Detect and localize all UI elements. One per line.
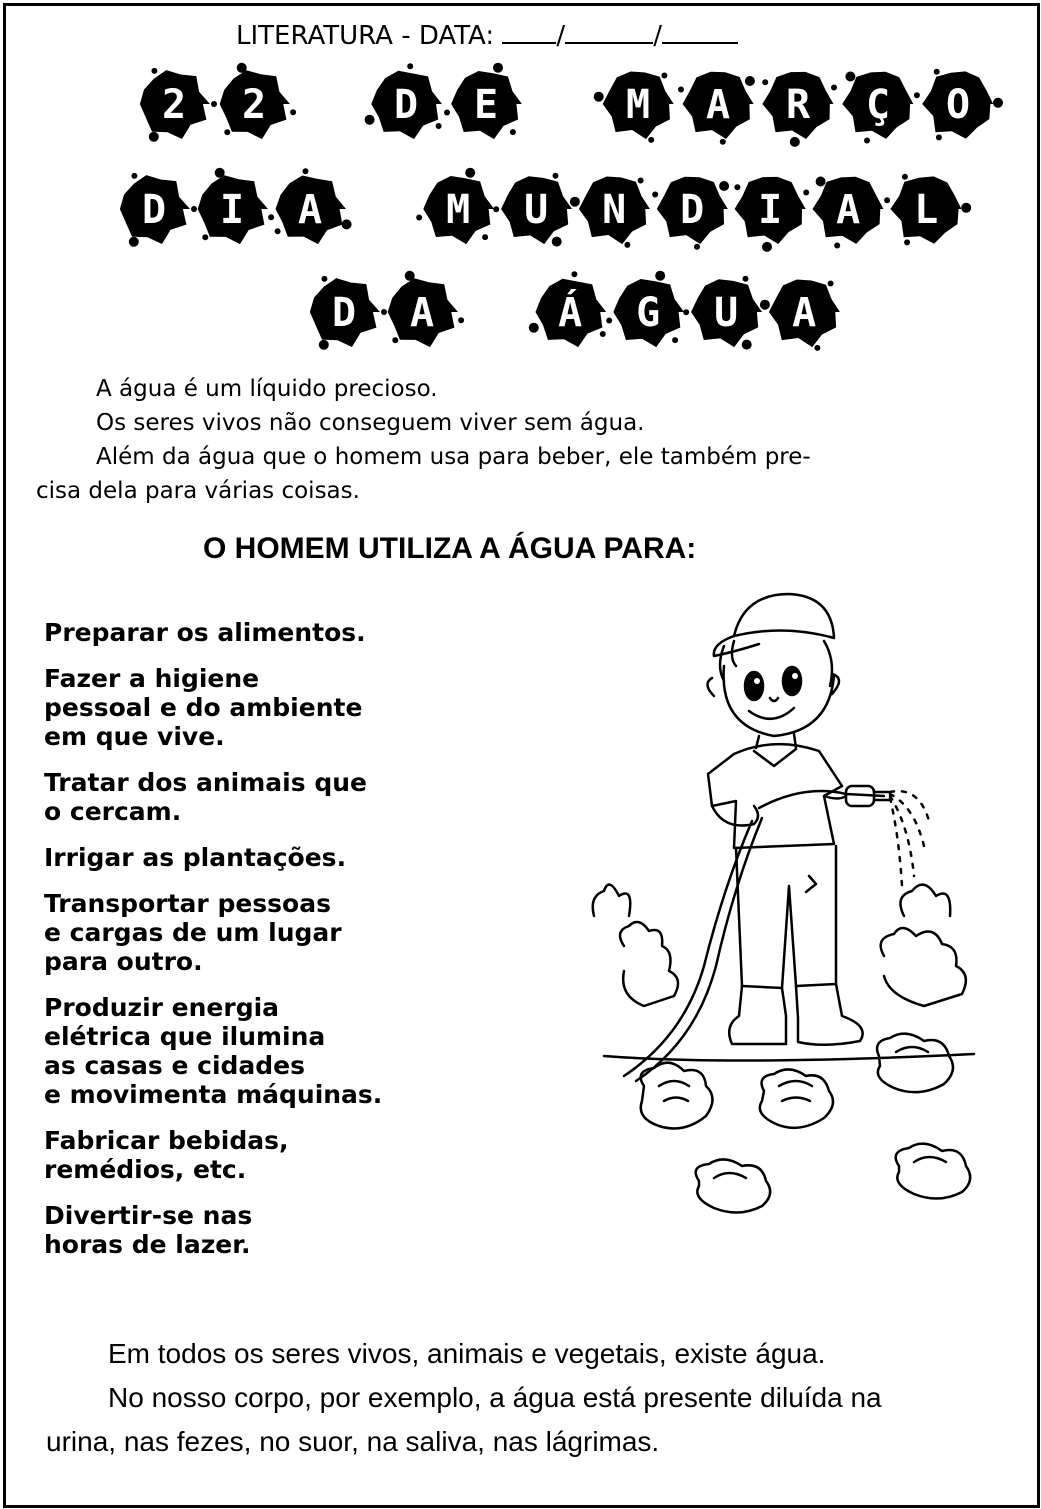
use-item-leisure: Divertir-se nas horas de lazer. (44, 1201, 253, 1259)
use-item-hygiene: Fazer a higiene pessoal e do ambiente em que vive. (44, 664, 363, 751)
title-letter: M (446, 187, 471, 233)
title-letter-splat (606, 271, 684, 347)
title-letter-splat (310, 276, 387, 350)
title-letter-splat (594, 72, 674, 143)
title-line-1 (6, 61, 1037, 147)
title-letter-splat (890, 174, 971, 246)
intro-paragraph (36, 372, 1026, 508)
title-letter: A (836, 187, 861, 233)
title-letter: A (792, 290, 817, 336)
title-letter-splat (813, 177, 891, 249)
title-letter-splat (762, 72, 837, 147)
cap-icon (734, 594, 834, 638)
title-letter-splat (493, 173, 572, 247)
use-item-irrigation: Irrigar as plantações. (44, 843, 347, 872)
title-letter: 2 (161, 82, 187, 128)
pants-outline (736, 846, 836, 988)
title-letter: A (297, 187, 323, 233)
title-letter-splat (416, 168, 494, 244)
title-letter: Ç (865, 82, 891, 128)
title-line-1-splats (6, 61, 1037, 147)
flower-icon-3 (877, 1034, 953, 1093)
intro-line-3: Além da água que o homem usa para beber, ele também pre- (96, 444, 811, 470)
title-letter: D (393, 82, 419, 128)
title-letter: E (473, 82, 499, 128)
flower-icon-4 (696, 1159, 771, 1212)
title-letter-splat (652, 177, 729, 250)
water-spray (890, 791, 929, 886)
title-letter: L (914, 187, 939, 233)
title-letter-splat (760, 280, 840, 351)
title-letter: 2 (241, 82, 267, 128)
use-item-manufacture: Fabricar bebidas, remédios, etc. (44, 1126, 289, 1184)
date-year-blank (662, 20, 738, 44)
title-letter: G (636, 290, 661, 336)
title-letter: A (409, 290, 435, 336)
outro-line-2: No nosso corpo, por exemplo, a água está presente diluída na (108, 1382, 882, 1413)
use-item-energy: Produzir energia elétrica que ilumina as casas e cidades e movimenta máquinas. (44, 993, 383, 1109)
title-letter: A (705, 82, 731, 128)
title-line-2-splats (6, 166, 1037, 252)
title-letter-splat (842, 72, 920, 144)
title-letter: D (331, 290, 357, 336)
title-letter-splat (365, 63, 442, 139)
header-label: LITERATURA - DATA: (236, 21, 495, 51)
use-item-food: Preparar os alimentos. (44, 618, 366, 647)
title-letter-splat (388, 271, 464, 347)
title-letter-splat (198, 168, 274, 244)
title-letter-splat (275, 168, 352, 244)
intro-line-4: cisa dela para várias coisas. (36, 478, 360, 504)
title-letter-splat (678, 72, 755, 145)
title-letter-splat (683, 276, 762, 350)
title-letter-splat (140, 68, 217, 142)
flower-icon-5 (896, 1144, 971, 1199)
title-letter: N (602, 187, 627, 233)
title-letter-splat (734, 177, 809, 252)
use-item-animals: Tratar dos animais que o cercam. (44, 768, 367, 826)
title-letter: Á (558, 290, 583, 336)
title-letter-splat (922, 69, 1003, 141)
section-subtitle: O HOMEM UTILIZA A ÁGUA PARA: (203, 532, 697, 565)
title-letter-splat (529, 271, 606, 347)
date-separator-2: / (653, 21, 662, 51)
title-line-3-splats (6, 269, 1037, 355)
closing-paragraph (46, 1332, 1026, 1464)
water-uses-list (44, 618, 564, 1276)
date-separator-1: / (556, 21, 566, 51)
title-letter: D (141, 187, 167, 233)
intro-line-2: Os seres vivos não conseguem viver sem água. (96, 410, 645, 436)
worksheet-page (3, 3, 1040, 1508)
title-line-3 (6, 269, 1037, 355)
title-letter-splat (570, 177, 650, 248)
intro-line-1: A água é um líquido precioso. (96, 376, 438, 402)
flower-icon-2 (760, 1069, 833, 1127)
use-item-transport: Transportar pessoas e cargas de um lugar para outro. (44, 889, 342, 976)
title-letter: D (680, 187, 705, 233)
title-letter: U (714, 290, 739, 336)
title-letter: U (524, 187, 549, 233)
outro-line-1: Em todos os seres vivos, animais e vegetais, existe água. (108, 1338, 826, 1369)
title-letter-splat (444, 63, 522, 139)
title-letter: I (758, 187, 783, 233)
title-letter: M (625, 82, 651, 128)
face-outline (724, 666, 834, 736)
title-line-2 (6, 166, 1037, 252)
flower-icon-1 (641, 1063, 713, 1129)
title-letter: I (219, 187, 245, 233)
title-letter: R (785, 82, 811, 128)
header-date-line (236, 20, 836, 54)
title-letter: O (945, 82, 971, 128)
date-day-blank (502, 20, 556, 44)
outro-line-3: urina, nas fezes, no suor, na saliva, nas lágrimas. (46, 1426, 660, 1457)
shirt-outline (708, 744, 842, 848)
date-month-blank (565, 20, 653, 44)
title-letter-splat (120, 173, 197, 247)
title-letter-splat (220, 63, 296, 139)
boy-watering-illustration (584, 586, 984, 1216)
